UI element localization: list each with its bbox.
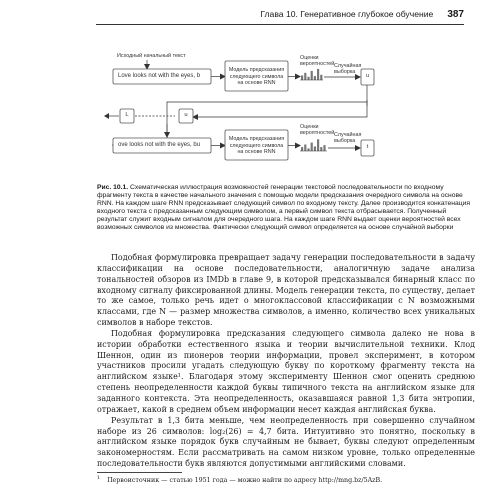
- prob-bar: [323, 145, 325, 151]
- initial-text-label: Исходный начальный текст: [117, 53, 186, 59]
- sample-label-step1: Случайная выборка: [334, 63, 362, 76]
- prob-bar: [304, 145, 306, 152]
- prob-bar: [304, 73, 306, 80]
- input-text-step1: Love looks not with the eyes, b: [118, 73, 201, 79]
- body-text: [97, 253, 475, 470]
- prob-bar: [320, 147, 322, 151]
- footnote-mark: 1: [97, 476, 101, 481]
- figure-caption: [97, 184, 473, 233]
- input-text-step2: ove looks not with the eyes, bu: [118, 142, 201, 148]
- prob-bar: [317, 69, 319, 80]
- prob-bar: [307, 148, 309, 151]
- footnote: [97, 476, 475, 484]
- chapter-title: Глава 10. Генеративное глубокое обучение: [260, 9, 434, 19]
- prob-bar: [307, 77, 309, 80]
- prob-label-step1: Оценки вероятностей: [300, 55, 335, 68]
- prob-bar: [311, 71, 313, 80]
- appended-char: u: [184, 112, 188, 118]
- caption-text: Схематическая иллюстрация возможностей генерации текстовой последовательности по входному фрагменту текста в качестве начального значения с помощью модели предсказания очередного символа на основе RNN. На каждом шаге RNN предсказывает следующий символ по входному тексту. Далее производится конкатенация входного текста с предсказанным следующим символом, а первый символ текста отбрасывается. Полученный результат служит входным сигналом для очередного шага. На каждом шаге RNN выдает оценки вероятностей всех возможных символов из множества. Фактически следующий символ определяется на основе случайной выборки: [97, 184, 471, 232]
- prob-label-step2: Оценки вероятностей: [300, 124, 335, 137]
- paragraph-2: Подобная формулировка предсказания следующего символа далеко не нова в истории обработки естественного языка и теории вычислительной техники. Клод Шеннон, один из пионеров теории информации, провел эксперимент, в котором участников просили угадать следующую букву по короткому фрагменту текста на английском языке¹. Благодаря этому эксперименту Шеннон смог оценить среднюю степень неопределенности каждой буквы типичного текста на английском языке для заданного контекста. Эта неопределенность, оказавшаяся равной 1,3 бита энтропии, отражает, какой в среднем объем информации несет каждая английская буква.: [97, 328, 475, 414]
- footnote-rule: [97, 472, 182, 473]
- prob-bar: [301, 147, 303, 151]
- paragraph-3: Результат в 1,3 бита меньше, чем неопределенность при совершенно случайном наборе из 26 символов: log₂(26) = 4,7 бита. Интуитивно это понятно, поскольку в английском языке порядок букв случайным не бывает, буквы следуют определенным закономерностям. Если рассматривать на самом низком уровне, только определенные последовательности букв являются допустимыми английскими словами.: [97, 415, 475, 469]
- prob-bar: [314, 146, 316, 151]
- footnote-text: Первоисточник — статью 1951 года — можно найти по адресу http://mng.bz/5AzB.: [107, 477, 383, 485]
- probability-bars-step2: [301, 139, 326, 151]
- output-char-step2: t: [366, 144, 369, 150]
- paragraph-1: Подобная формулировка превращает задачу генерации последовательности в задачу классификации на основе последовательности, аналогичную задаче анализа тональностей обзоров из IMDb в главе 9, в которой предсказывался бинарный класс по входному сигналу фиксированной длины. Модель генерации текста, по существу, делает то же самое, только речь идет о многоклассовой классификации с N возможными классами, где N — размер множества символов, а именно, количество всех уникальных символов в наборе текстов.: [97, 253, 475, 328]
- prob-bar: [311, 143, 313, 151]
- output-char-step1: u: [365, 73, 370, 79]
- prob-bar: [317, 139, 319, 151]
- caption-label: Рис. 10.1.: [97, 184, 129, 191]
- model-label-step1: Модель предсказания следующего символа на основе RNN: [228, 67, 285, 87]
- prob-bar: [301, 75, 303, 80]
- dropped-char: L: [125, 112, 129, 118]
- model-label-step2: Модель предсказания следующего символа на основе RNN: [228, 136, 285, 156]
- prob-bar: [314, 76, 316, 80]
- probability-bars-step1: [301, 69, 322, 80]
- prob-bar: [320, 75, 322, 80]
- sample-label-step2: Случайная выборка: [334, 132, 362, 145]
- page-number: 387: [447, 9, 464, 20]
- feedback-arrow-to-appended: [193, 100, 367, 117]
